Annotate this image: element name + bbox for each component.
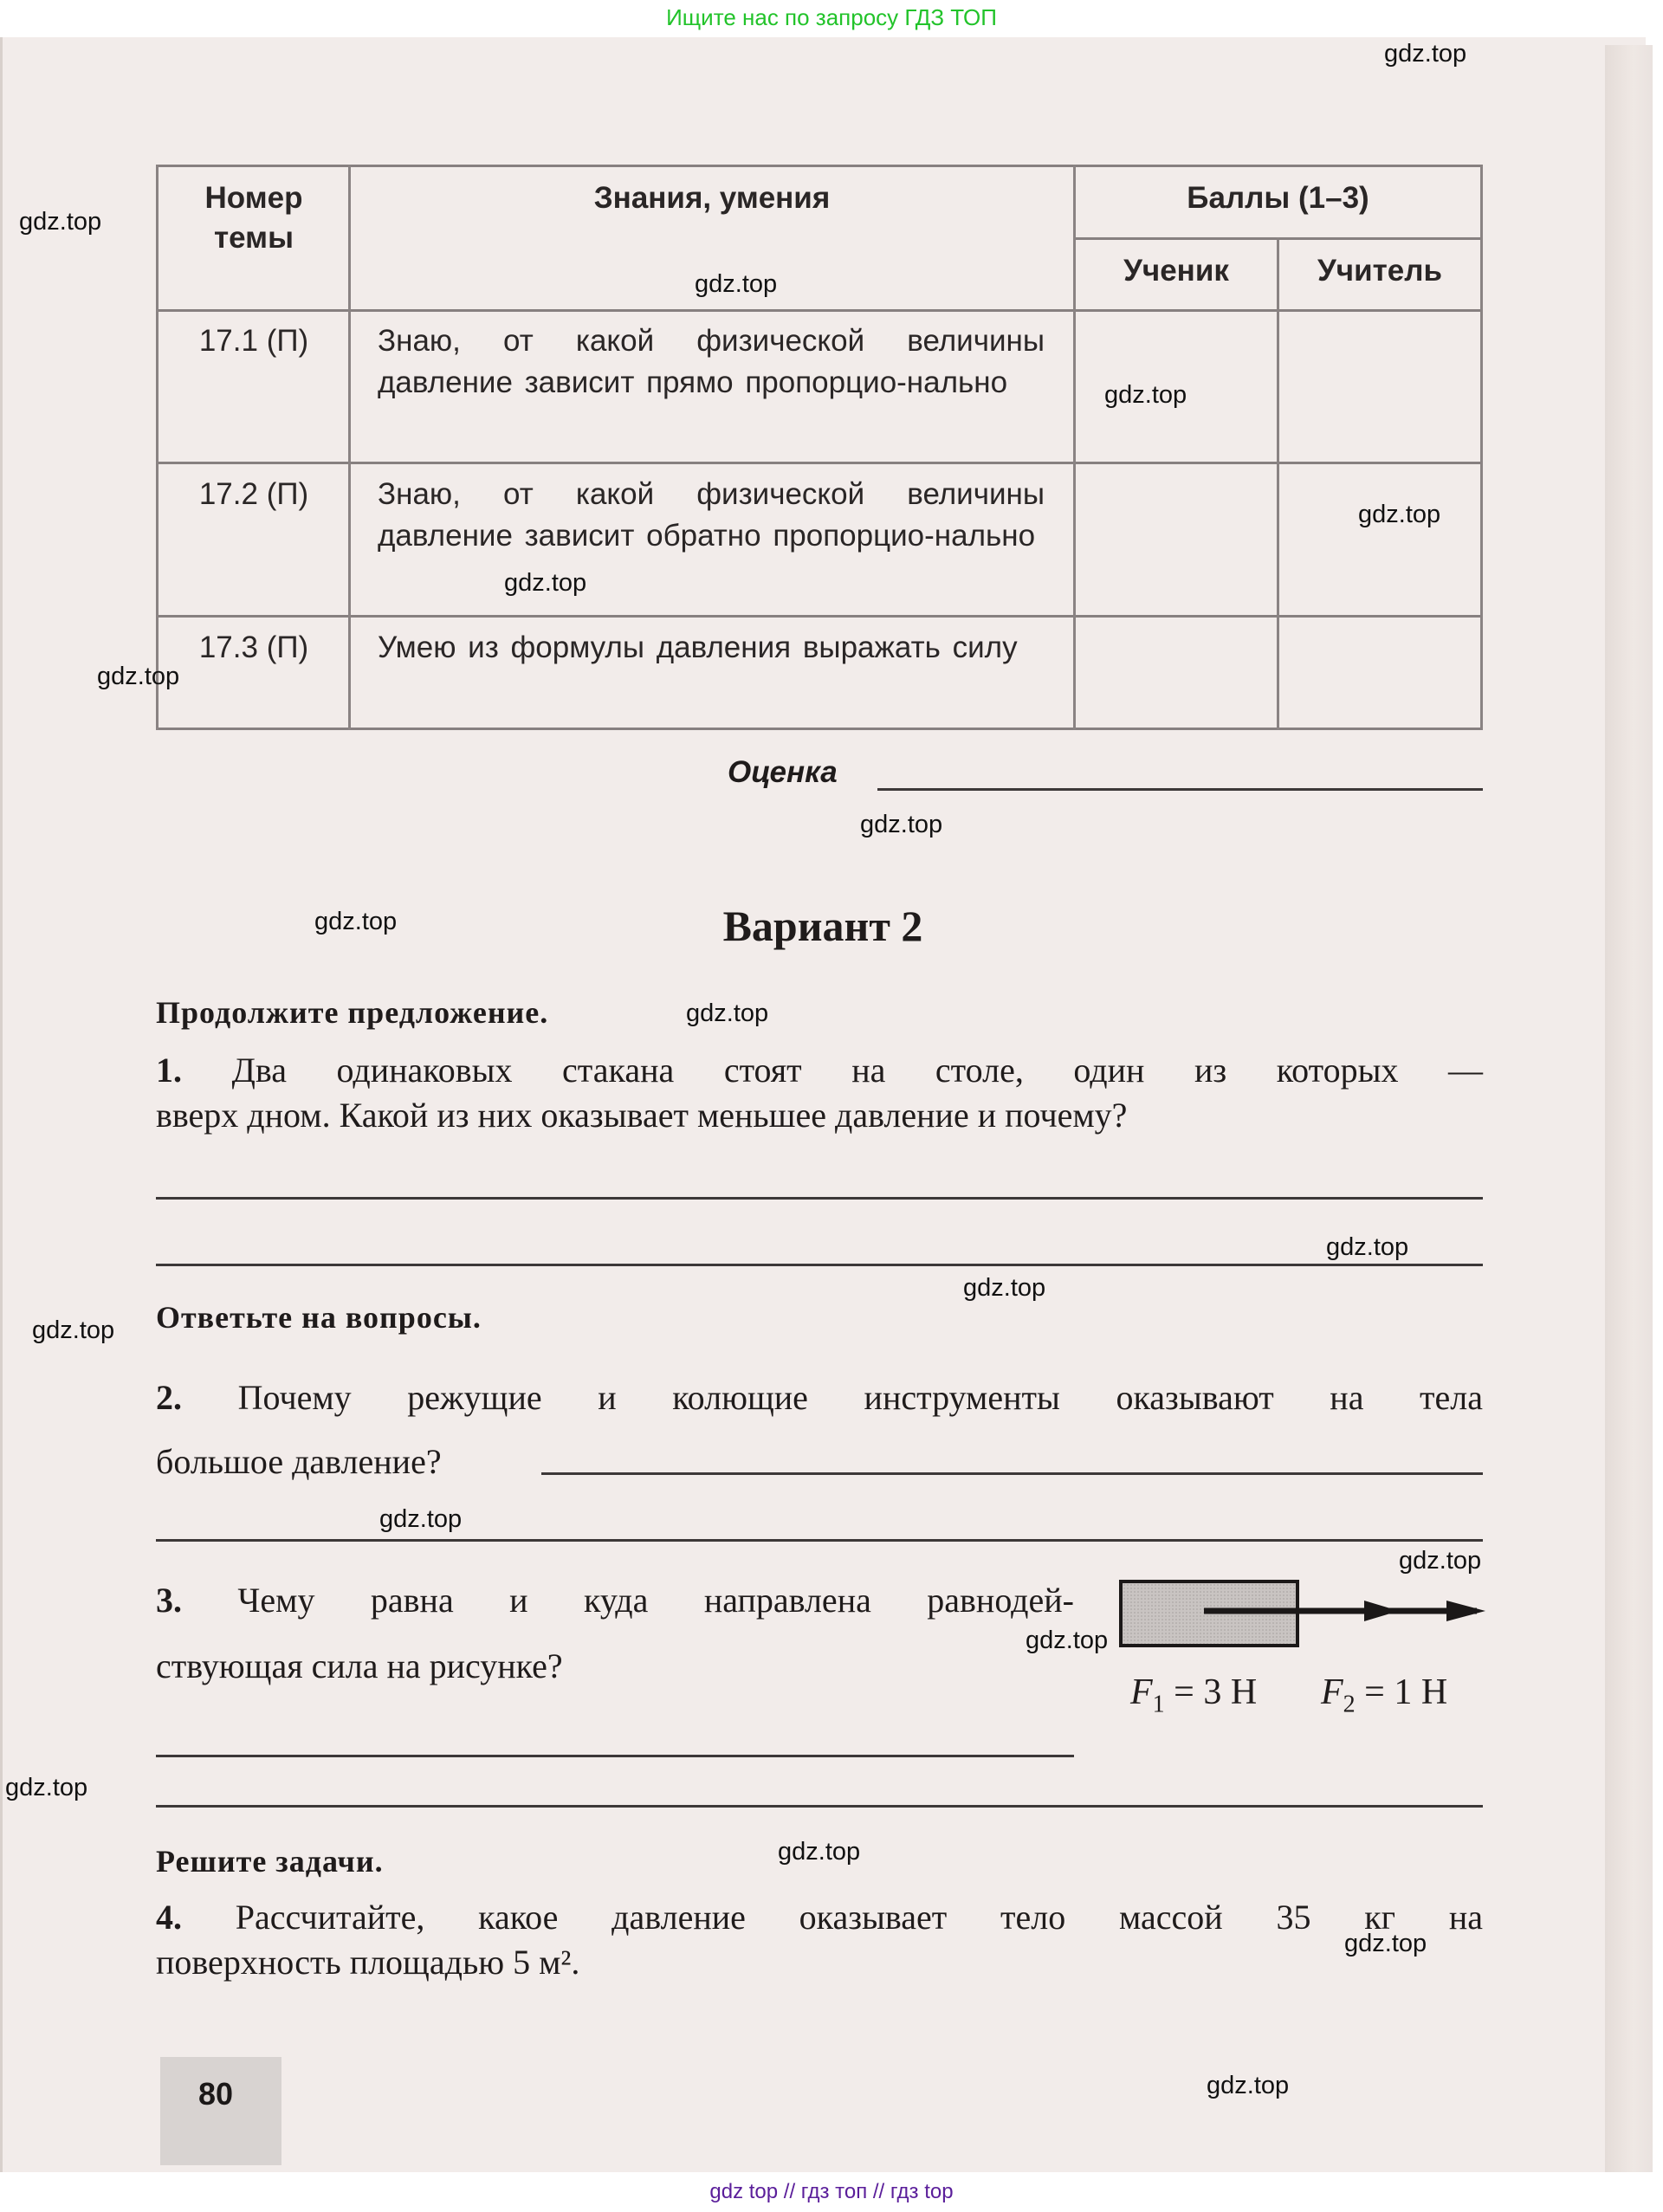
watermark: gdz.top	[1207, 2072, 1290, 2099]
header-topic-number	[159, 178, 349, 258]
header-teacher: Учитель	[1317, 254, 1442, 288]
f1-value: = 3 Н	[1174, 1672, 1258, 1712]
page-number: 80	[198, 2076, 234, 2112]
header-skills: Знания, умения	[593, 181, 831, 215]
watermark: gdz.top	[695, 270, 778, 298]
watermark: gdz.top	[379, 1505, 463, 1533]
banner-text: Ищите нас по запросу ГДЗ ТОП	[666, 4, 997, 30]
page-right-edge	[1605, 45, 1653, 2172]
section-continue-heading: Продолжите предложение.	[156, 995, 549, 1030]
question-number: 2.	[156, 1378, 182, 1417]
answer-line[interactable]	[156, 1805, 1483, 1808]
watermark: gdz.top	[314, 908, 398, 935]
question-text: Чему равна и куда направлена равнодей-	[237, 1581, 1074, 1620]
grade-answer-line[interactable]	[877, 788, 1483, 791]
watermark: gdz.top	[963, 1274, 1046, 1302]
question-2	[156, 1375, 1483, 1420]
watermark: gdz.top	[860, 811, 943, 838]
row-number: 17.1 (П)	[198, 324, 309, 358]
variant-title: Вариант 2	[722, 902, 923, 950]
teacher-score-cell[interactable]	[1279, 618, 1480, 728]
question-number: 4.	[156, 1898, 182, 1937]
row-text: Умею из формулы давления выражать силу	[378, 631, 1018, 664]
row-number: 17.2 (П)	[198, 477, 309, 511]
question-3-line2	[156, 1644, 1074, 1689]
question-4	[156, 1895, 1483, 1940]
watermark: gdz.top	[1104, 381, 1187, 409]
student-score-cell[interactable]	[1076, 618, 1277, 728]
watermark: gdz.top	[19, 208, 102, 236]
watermark: gdz.top	[1344, 1930, 1427, 1957]
f2-value: = 1 Н	[1364, 1672, 1448, 1712]
question-text: Почему режущие и колющие инструменты оказывают на тела	[237, 1378, 1484, 1417]
row-text: Знаю, от какой физической величины давление зависит прямо пропорцио-нально	[378, 324, 1045, 399]
table-border-right	[1480, 165, 1483, 730]
watermark: gdz.top	[32, 1316, 115, 1344]
f1-symbol: F	[1130, 1672, 1153, 1712]
force-f1-label	[1130, 1672, 1257, 1718]
watermark: gdz.top	[778, 1838, 861, 1866]
f2-subscript: 2	[1343, 1691, 1356, 1718]
watermark: gdz.top	[686, 999, 769, 1027]
answer-line[interactable]	[156, 1539, 1483, 1542]
answer-line[interactable]	[156, 1264, 1483, 1266]
header-points: Баллы (1–3)	[1187, 181, 1369, 215]
question-number: 1.	[156, 1051, 182, 1090]
force-arrows-icon	[1195, 1594, 1498, 1628]
answer-line[interactable]	[156, 1197, 1483, 1200]
teacher-score-cell[interactable]	[1279, 464, 1480, 615]
student-score-cell[interactable]	[1076, 464, 1277, 615]
table-border-top	[156, 165, 1483, 167]
teacher-score-cell[interactable]	[1279, 312, 1480, 462]
question-text: поверхность площадью 5 м².	[156, 1943, 580, 1982]
question-3	[156, 1578, 1074, 1623]
watermark: gdz.top	[97, 663, 180, 690]
section-solve-heading: Решите задачи.	[156, 1844, 384, 1879]
f1-subscript: 1	[1152, 1691, 1165, 1718]
watermark: gdz.top	[1358, 501, 1441, 528]
question-1-line2	[156, 1093, 1483, 1138]
header-student: Ученик	[1123, 254, 1229, 288]
force-f2-label	[1321, 1672, 1447, 1718]
question-text: ствующая сила на рисунке?	[156, 1646, 563, 1685]
f2-symbol: F	[1321, 1672, 1343, 1712]
watermark: gdz.top	[5, 1774, 88, 1801]
watermark: gdz.top	[1326, 1233, 1409, 1261]
question-number: 3.	[156, 1581, 182, 1620]
watermark: gdz.top	[1384, 40, 1467, 68]
question-text: Рассчитайте, какое давление оказывает тело массой 35 кг на	[235, 1898, 1484, 1937]
question-2-line2	[156, 1439, 442, 1484]
page-left-edge	[0, 37, 3, 2172]
question-1	[156, 1048, 1483, 1093]
question-text: вверх дном. Какой из них оказывает меньшее давление и почему?	[156, 1096, 1128, 1135]
watermark: gdz.top	[504, 569, 587, 597]
question-text: Два одинаковых стакана стоят на столе, один из которых —	[231, 1051, 1484, 1090]
watermark: gdz.top	[1026, 1627, 1109, 1654]
footer-text: gdz top // гдз топ // гдз top	[709, 2180, 954, 2203]
answer-line[interactable]	[541, 1472, 1483, 1475]
row-text: Знаю, от какой физической величины давление зависит обратно пропорцио-нально	[378, 477, 1045, 553]
answer-line[interactable]	[156, 1755, 1074, 1757]
page-number-box	[160, 2057, 281, 2165]
grade-label: Оценка	[728, 755, 838, 789]
header-topic-number-line2: темы	[214, 221, 294, 255]
question-text: большое давление?	[156, 1442, 442, 1481]
bottom-banner	[0, 2172, 1663, 2212]
top-banner	[0, 0, 1663, 37]
section-answer-heading: Ответьте на вопросы.	[156, 1300, 482, 1335]
header-topic-number-line1: Номер	[204, 181, 303, 215]
table-border-bottom	[156, 728, 1483, 730]
question-4-line2	[156, 1940, 1483, 1985]
watermark: gdz.top	[1399, 1547, 1482, 1575]
row-number: 17.3 (П)	[198, 631, 309, 664]
